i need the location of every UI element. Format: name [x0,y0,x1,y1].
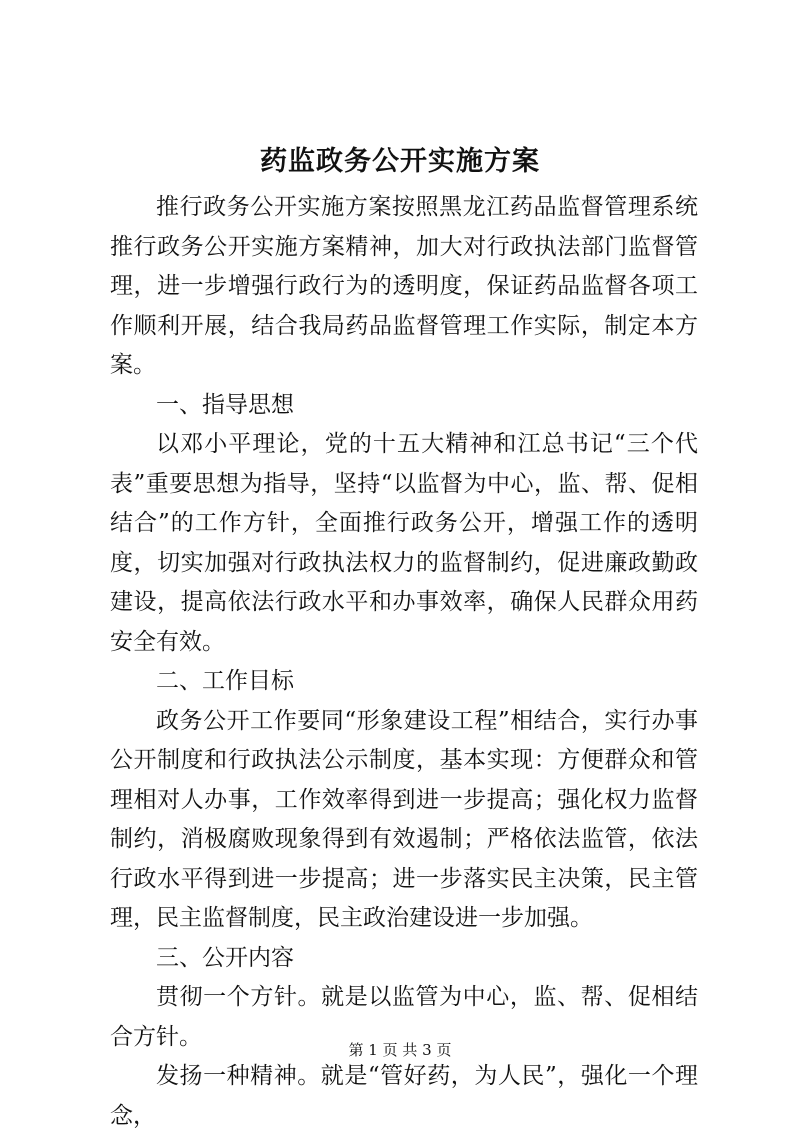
document-body [110,188,698,1136]
work-goals-paragraph: 政务公开工作要同“形象建设工程”相结合，实行办事公开制度和行政执法公示制度，基本实现：方便群众和管理相对人办事，工作效率得到进一步提高；强化权力监督制约，消极腐败现象得到有效遏制；严格依法监管，依法行政水平得到进一步提高；进一步落实民主决策，民主管理，民主监督制度，民主政治建设进一步加强。 [110,707,698,931]
guiding-thought-paragraph: 以邓小平理论，党的十五大精神和江总书记“三个代表”重要思想为指导，坚持“以监督为中心，监、帮、促相结合”的工作方针，全面推行政务公开，增强工作的透明度，切实加强对行政执法权力的监督制约，促进廉政勤政建设，提高依法行政水平和办事效率，确保人民群众用药安全有效。 [110,431,698,655]
public-content-paragraph-2: 发扬一种精神。就是“管好药，为人民”，强化一个理念， [110,1063,698,1129]
section-heading-guiding-thought: 一、指导思想 [156,391,294,418]
document-title: 药监政务公开实施方案 [260,146,540,177]
section-heading-public-content: 三、公开内容 [156,944,294,971]
section-heading-work-goals: 二、工作目标 [156,668,294,694]
public-content-paragraph-1: 贯彻一个方针。就是以监管为中心，监、帮、促相结合方针。 [110,984,698,1050]
page-number-footer: 第 1 页 共 3 页 [348,1041,452,1059]
intro-paragraph: 推行政务公开实施方案按照黑龙江药品监督管理系统推行政务公开实施方案精神，加大对行政执法部门监督管理，进一步增强行政行为的透明度，保证药品监督各项工作顺利开展，结合我局药品监督管理工作实际，制定本方案。 [110,194,698,378]
